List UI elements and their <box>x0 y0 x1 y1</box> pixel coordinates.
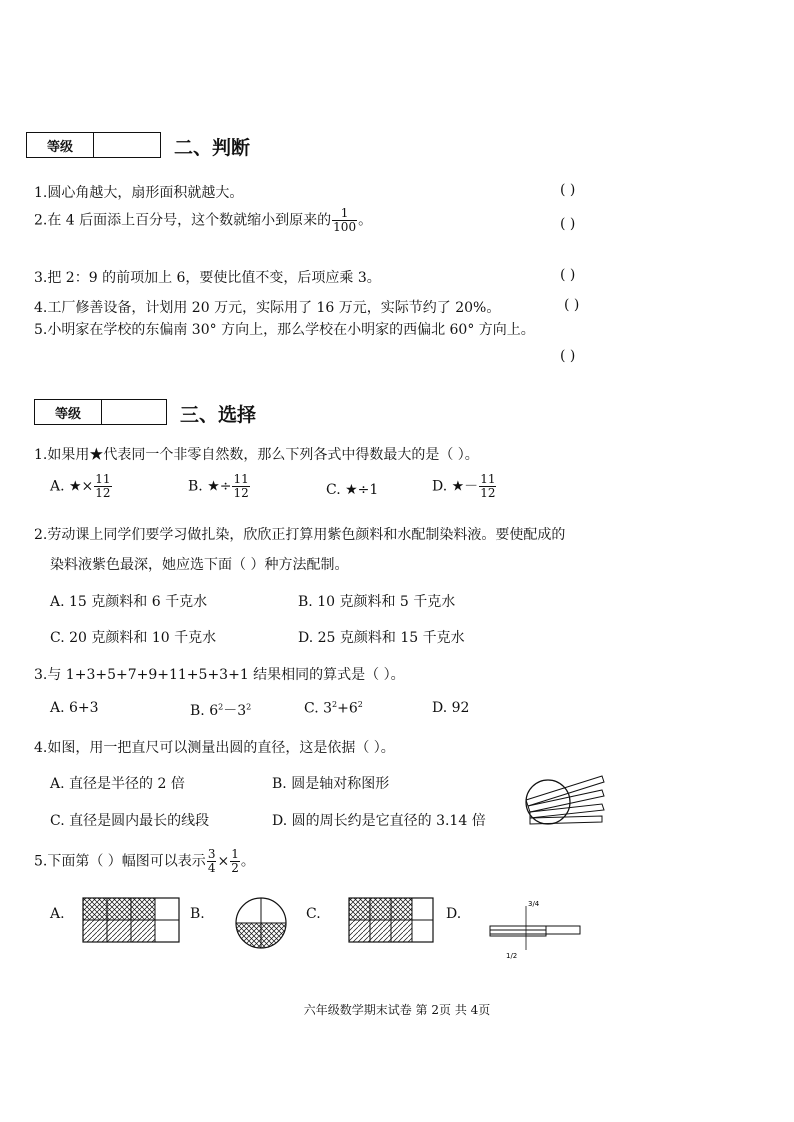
q5-figure-c-grid <box>348 897 434 943</box>
q5-figure-a-grid <box>82 897 182 943</box>
q5-figure-b-circle <box>234 896 288 950</box>
grade-value-field[interactable] <box>94 133 160 157</box>
q5-figure-d-bars <box>484 896 588 960</box>
judge-answer-3[interactable]: ( ) <box>560 267 576 283</box>
judge-answer-5[interactable]: ( ) <box>560 348 576 364</box>
q5-figure-d-top-fraction: 3/4 <box>528 900 540 908</box>
choice-q1-option-a[interactable]: A. ★× $\frac{11}{12}$ <box>50 472 111 500</box>
choice-q5-option-d-label[interactable]: D. <box>446 906 462 922</box>
grade-box-section3 <box>34 399 167 425</box>
choice-q2-stem-line2: 染料液紫色最深，她应选下面（ ）种方法配制。 <box>50 557 349 573</box>
choice-q3-option-b[interactable]: B. $6^2-3^2$ <box>190 702 252 719</box>
choice-q2-option-b[interactable]: B. 10 克颜料和 5 千克水 <box>298 594 456 610</box>
choice-q1-option-b[interactable]: B. ★÷ $\frac{11}{12}$ <box>188 472 249 500</box>
judge-item-2: 2.在 4 后面添上百分号，这个数就缩小到原来的 $\frac{1}{100}$ 。 <box>34 206 373 234</box>
choice-q2-stem-line1: 2.劳动课上同学们要学习做扎染，欣欣正打算用紫色颜料和水配制染料液。要使配成的 <box>34 527 566 543</box>
choice-q1-stem: 1.如果用★代表同一个非零自然数，那么下列各式中得数最大的是（ ）。 <box>34 447 479 463</box>
choice-q1-option-d[interactable]: D. ★－ $\frac{11}{12}$ <box>432 472 496 500</box>
choice-q5-stem: 5.下面第（ ）幅图可以表示 $\frac{3}{4}$ × $\frac{1}{2}$ 。 <box>34 847 255 875</box>
grade-label: 等级 <box>27 133 94 157</box>
grade-box-section2 <box>26 132 161 158</box>
choice-q3-option-d[interactable]: D. 92 <box>432 700 470 716</box>
choice-q4-option-c[interactable]: C. 直径是圆内最长的线段 <box>50 813 210 829</box>
choice-q4-option-b[interactable]: B. 圆是轴对称图形 <box>272 776 390 792</box>
choice-q5-option-c-label[interactable]: C. <box>306 906 321 922</box>
q5-figure-d-bottom-fraction: 1/2 <box>506 952 518 960</box>
judge-item-3: 3.把 2：9 的前项加上 6，要使比值不变，后项应乘 3。 <box>34 270 381 286</box>
choice-q2-option-a[interactable]: A. 15 克颜料和 6 千克水 <box>50 594 208 610</box>
choice-q2-option-c[interactable]: C. 20 克颜料和 10 千克水 <box>50 630 217 646</box>
section-title-judge: 二、判断 <box>174 137 251 159</box>
choice-q1-option-c[interactable]: C. ★÷1 <box>326 482 379 498</box>
choice-q5-option-b-label[interactable]: B. <box>190 906 205 922</box>
choice-q3-option-c[interactable]: C. $3^2+6^2$ <box>304 700 363 717</box>
grade-value-field[interactable] <box>102 400 166 424</box>
choice-q5-option-a-label[interactable]: A. <box>50 906 65 922</box>
section-title-choice: 三、选择 <box>180 404 257 426</box>
choice-q4-option-a[interactable]: A. 直径是半径的 2 倍 <box>50 776 185 792</box>
grade-label: 等级 <box>35 400 102 424</box>
judge-answer-4[interactable]: ( ) <box>564 297 580 313</box>
choice-q3-stem: 3.与 1+3+5+7+9+11+5+3+1 结果相同的算式是（ ）。 <box>34 667 405 683</box>
judge-answer-2[interactable]: ( ) <box>560 216 576 232</box>
choice-q3-option-a[interactable]: A. 6+3 <box>50 700 99 716</box>
choice-q4-option-d[interactable]: D. 圆的周长约是它直径的 3.14 倍 <box>272 813 486 829</box>
judge-answer-1[interactable]: ( ) <box>560 182 576 198</box>
judge-item-1: 1.圆心角越大，扇形面积就越大。 <box>34 185 244 201</box>
page-footer: 六年级数学期末试卷 第 2页 共 4页 <box>303 1003 491 1017</box>
judge-item-4: 4.工厂修善设备，计划用 20 万元，实际用了 16 万元，实际节约了 20%。 <box>34 300 501 316</box>
choice-q2-option-d[interactable]: D. 25 克颜料和 15 千克水 <box>298 630 465 646</box>
judge-item-5: 5.小明家在学校的东偏南 30° 方向上，那么学校在小明家的西偏北 60° 方向上。 <box>34 322 535 338</box>
circle-ruler-figure <box>516 770 608 834</box>
choice-q4-stem: 4.如图，用一把直尺可以测量出圆的直径，这是依据（ ）。 <box>34 740 395 756</box>
